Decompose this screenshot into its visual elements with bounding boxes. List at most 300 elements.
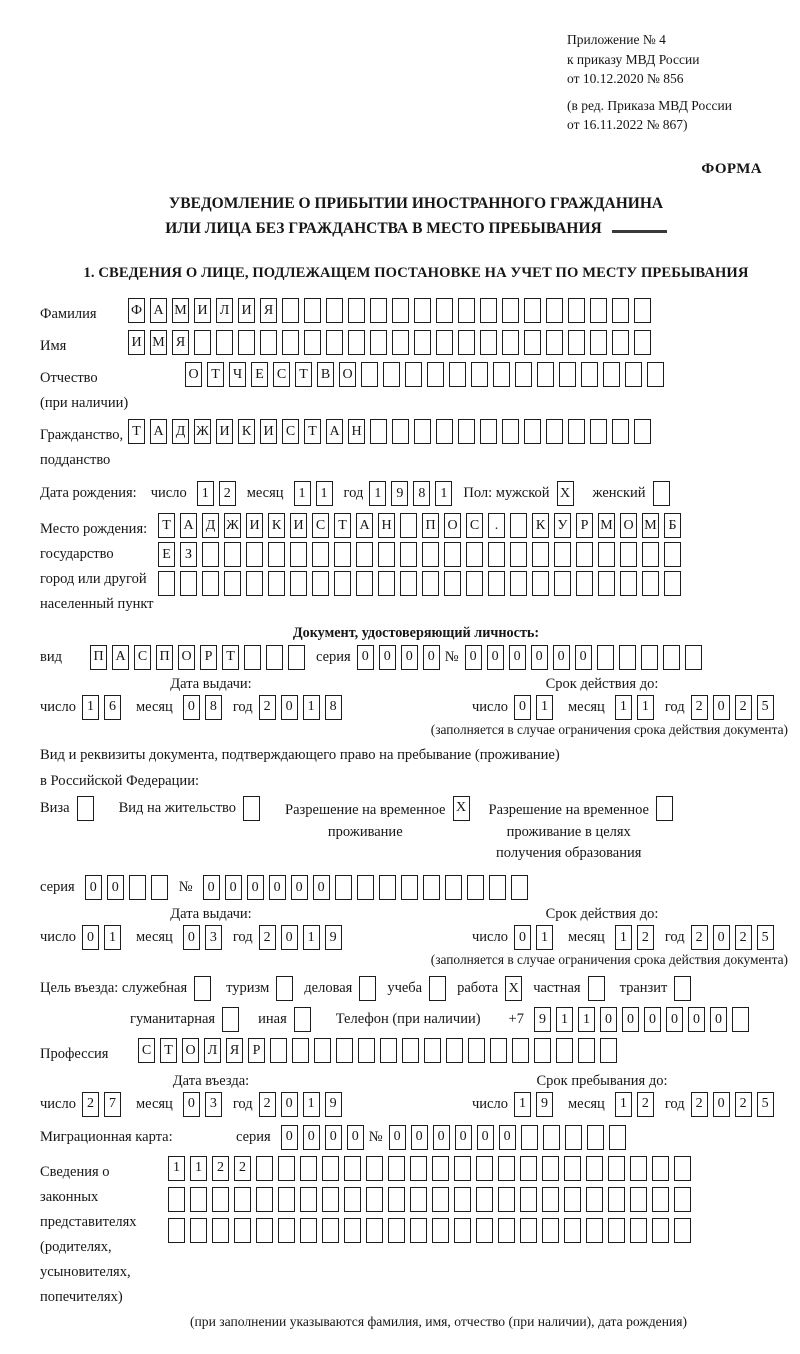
char-box[interactable]: Т [295, 362, 312, 387]
char-box[interactable] [400, 513, 417, 538]
char-box[interactable]: 0 [575, 645, 592, 670]
edu-permit-checkbox[interactable] [656, 796, 678, 821]
char-box[interactable] [356, 571, 373, 596]
char-box[interactable] [502, 298, 519, 323]
char-box[interactable] [534, 1038, 551, 1063]
char-box[interactable]: 0 [666, 1007, 683, 1032]
char-box[interactable] [380, 1038, 397, 1063]
char-box[interactable]: 0 [487, 645, 504, 670]
char-box[interactable]: С [273, 362, 290, 387]
checkbox-cell[interactable]: X [505, 976, 522, 1001]
char-box[interactable]: 1 [637, 695, 654, 720]
char-box[interactable]: 0 [82, 925, 99, 950]
char-box[interactable]: 1 [316, 481, 333, 506]
char-box[interactable]: Б [664, 513, 681, 538]
checkbox-cell[interactable] [653, 481, 670, 506]
char-box[interactable]: 0 [281, 925, 298, 950]
checkbox-cell[interactable] [243, 796, 260, 821]
char-box[interactable]: 2 [637, 1092, 654, 1117]
char-box[interactable] [454, 1187, 471, 1212]
char-box[interactable] [314, 1038, 331, 1063]
char-box[interactable] [270, 1038, 287, 1063]
char-box[interactable]: О [185, 362, 202, 387]
char-box[interactable] [476, 1218, 493, 1243]
char-box[interactable]: 5 [757, 1092, 774, 1117]
char-box[interactable]: 9 [391, 481, 408, 506]
char-box[interactable]: 1 [615, 925, 632, 950]
char-box[interactable] [502, 330, 519, 355]
char-box[interactable]: С [134, 645, 151, 670]
char-box[interactable] [357, 875, 374, 900]
char-box[interactable]: 2 [234, 1156, 251, 1181]
char-box[interactable] [454, 1156, 471, 1181]
char-box[interactable]: 1 [369, 481, 386, 506]
char-box[interactable] [212, 1187, 229, 1212]
char-box[interactable]: Т [128, 419, 145, 444]
char-box[interactable] [498, 1156, 515, 1181]
char-box[interactable]: 2 [735, 925, 752, 950]
char-box[interactable]: А [326, 419, 343, 444]
char-box[interactable] [378, 542, 395, 567]
char-box[interactable] [542, 1187, 559, 1212]
checkbox-cell[interactable] [656, 796, 673, 821]
char-box[interactable] [641, 645, 658, 670]
char-box[interactable] [674, 1156, 691, 1181]
char-box[interactable]: Р [248, 1038, 265, 1063]
char-box[interactable] [402, 1038, 419, 1063]
char-box[interactable] [554, 571, 571, 596]
char-box[interactable] [202, 571, 219, 596]
char-box[interactable]: О [182, 1038, 199, 1063]
checkbox-cell[interactable] [294, 1007, 311, 1032]
char-box[interactable]: 3 [205, 1092, 222, 1117]
char-box[interactable]: Д [202, 513, 219, 538]
char-box[interactable] [168, 1218, 185, 1243]
char-box[interactable]: З [180, 542, 197, 567]
char-box[interactable]: С [138, 1038, 155, 1063]
char-box[interactable] [422, 571, 439, 596]
char-box[interactable]: Р [576, 513, 593, 538]
char-box[interactable]: М [172, 298, 189, 323]
char-box[interactable] [543, 1125, 560, 1150]
char-box[interactable]: Т [304, 419, 321, 444]
char-box[interactable] [410, 1218, 427, 1243]
char-box[interactable] [445, 875, 462, 900]
char-box[interactable] [410, 1187, 427, 1212]
char-box[interactable] [427, 362, 444, 387]
char-box[interactable] [559, 362, 576, 387]
char-box[interactable]: 0 [433, 1125, 450, 1150]
char-box[interactable] [556, 1038, 573, 1063]
char-box[interactable]: 2 [691, 925, 708, 950]
char-box[interactable] [674, 1187, 691, 1212]
char-box[interactable]: 3 [205, 925, 222, 950]
char-box[interactable]: 0 [389, 1125, 406, 1150]
char-box[interactable]: Т [222, 645, 239, 670]
char-box[interactable]: 0 [514, 925, 531, 950]
char-box[interactable]: 8 [205, 695, 222, 720]
char-box[interactable] [488, 571, 505, 596]
char-box[interactable] [414, 419, 431, 444]
char-box[interactable]: 5 [757, 695, 774, 720]
char-box[interactable]: 0 [183, 1092, 200, 1117]
char-box[interactable] [732, 1007, 749, 1032]
char-box[interactable] [512, 1038, 529, 1063]
char-box[interactable]: 9 [536, 1092, 553, 1117]
char-box[interactable] [190, 1218, 207, 1243]
char-box[interactable] [524, 298, 541, 323]
char-box[interactable] [405, 362, 422, 387]
char-box[interactable] [564, 1218, 581, 1243]
char-box[interactable] [400, 571, 417, 596]
char-box[interactable] [288, 645, 305, 670]
char-box[interactable]: 0 [269, 875, 286, 900]
char-box[interactable]: А [150, 298, 167, 323]
char-box[interactable] [674, 1218, 691, 1243]
char-box[interactable]: 0 [622, 1007, 639, 1032]
char-box[interactable]: Р [200, 645, 217, 670]
char-box[interactable] [322, 1156, 339, 1181]
char-box[interactable]: М [150, 330, 167, 355]
char-box[interactable]: 2 [735, 1092, 752, 1117]
char-box[interactable] [282, 330, 299, 355]
char-box[interactable] [292, 1038, 309, 1063]
char-box[interactable]: П [156, 645, 173, 670]
char-box[interactable]: 1 [578, 1007, 595, 1032]
char-box[interactable]: 1 [615, 1092, 632, 1117]
char-box[interactable] [246, 542, 263, 567]
char-box[interactable]: . [488, 513, 505, 538]
char-box[interactable]: 0 [710, 1007, 727, 1032]
purpose-study-checkbox[interactable] [429, 976, 451, 1001]
char-box[interactable] [510, 542, 527, 567]
char-box[interactable]: Т [158, 513, 175, 538]
char-box[interactable] [586, 1187, 603, 1212]
char-box[interactable] [414, 330, 431, 355]
char-box[interactable]: 0 [325, 1125, 342, 1150]
char-box[interactable] [370, 298, 387, 323]
char-box[interactable] [256, 1156, 273, 1181]
char-box[interactable] [612, 298, 629, 323]
char-box[interactable] [663, 645, 680, 670]
char-box[interactable]: Л [216, 298, 233, 323]
char-box[interactable] [446, 1038, 463, 1063]
char-box[interactable]: 9 [534, 1007, 551, 1032]
char-box[interactable] [388, 1187, 405, 1212]
char-box[interactable] [647, 362, 664, 387]
char-box[interactable]: 1 [536, 925, 553, 950]
char-box[interactable]: 0 [644, 1007, 661, 1032]
char-box[interactable]: 1 [615, 695, 632, 720]
char-box[interactable]: 1 [435, 481, 452, 506]
char-box[interactable] [612, 419, 629, 444]
char-box[interactable] [334, 571, 351, 596]
char-box[interactable] [568, 419, 585, 444]
char-box[interactable]: 0 [553, 645, 570, 670]
char-box[interactable] [652, 1156, 669, 1181]
char-box[interactable] [586, 1218, 603, 1243]
char-box[interactable] [520, 1218, 537, 1243]
char-box[interactable] [467, 875, 484, 900]
char-box[interactable] [520, 1156, 537, 1181]
char-box[interactable]: 1 [556, 1007, 573, 1032]
char-box[interactable]: 0 [455, 1125, 472, 1150]
char-box[interactable] [348, 330, 365, 355]
char-box[interactable] [268, 542, 285, 567]
char-box[interactable] [546, 298, 563, 323]
char-box[interactable]: Н [378, 513, 395, 538]
char-box[interactable] [212, 1218, 229, 1243]
char-box[interactable]: 0 [688, 1007, 705, 1032]
char-box[interactable]: 0 [713, 1092, 730, 1117]
char-box[interactable] [578, 1038, 595, 1063]
char-box[interactable] [488, 542, 505, 567]
char-box[interactable] [334, 542, 351, 567]
char-box[interactable]: 0 [713, 695, 730, 720]
char-box[interactable] [244, 645, 261, 670]
char-box[interactable] [268, 571, 285, 596]
char-box[interactable] [537, 362, 554, 387]
char-box[interactable] [401, 875, 418, 900]
char-box[interactable] [414, 298, 431, 323]
char-box[interactable] [366, 1218, 383, 1243]
char-box[interactable]: 2 [637, 925, 654, 950]
char-box[interactable] [282, 298, 299, 323]
char-box[interactable] [312, 571, 329, 596]
char-box[interactable] [444, 571, 461, 596]
char-box[interactable]: И [194, 298, 211, 323]
char-box[interactable] [586, 1156, 603, 1181]
char-box[interactable]: 5 [757, 925, 774, 950]
checkbox-cell[interactable] [588, 976, 605, 1001]
char-box[interactable] [511, 875, 528, 900]
char-box[interactable]: 0 [281, 695, 298, 720]
char-box[interactable] [344, 1156, 361, 1181]
char-box[interactable]: Я [172, 330, 189, 355]
char-box[interactable] [603, 362, 620, 387]
char-box[interactable]: К [532, 513, 549, 538]
char-box[interactable]: 0 [303, 1125, 320, 1150]
char-box[interactable]: К [268, 513, 285, 538]
char-box[interactable] [515, 362, 532, 387]
char-box[interactable]: 0 [357, 645, 374, 670]
char-box[interactable] [568, 298, 585, 323]
temp-permit-checkbox[interactable] [453, 796, 475, 821]
char-box[interactable] [180, 571, 197, 596]
char-box[interactable] [449, 362, 466, 387]
char-box[interactable]: С [312, 513, 329, 538]
char-box[interactable]: 0 [514, 695, 531, 720]
char-box[interactable]: 9 [325, 925, 342, 950]
char-box[interactable]: 0 [281, 1125, 298, 1150]
char-box[interactable]: 0 [465, 645, 482, 670]
char-box[interactable] [524, 330, 541, 355]
char-box[interactable]: 0 [183, 925, 200, 950]
char-box[interactable] [546, 419, 563, 444]
char-box[interactable] [290, 542, 307, 567]
char-box[interactable] [278, 1156, 295, 1181]
char-box[interactable] [224, 571, 241, 596]
char-box[interactable] [400, 542, 417, 567]
char-box[interactable] [590, 298, 607, 323]
char-box[interactable]: Н [348, 419, 365, 444]
char-box[interactable]: М [598, 513, 615, 538]
char-box[interactable]: 0 [713, 925, 730, 950]
char-box[interactable]: Т [334, 513, 351, 538]
char-box[interactable] [278, 1218, 295, 1243]
char-box[interactable]: Л [204, 1038, 221, 1063]
char-box[interactable] [546, 330, 563, 355]
purpose-official-checkbox[interactable] [194, 976, 216, 1001]
char-box[interactable] [151, 875, 168, 900]
char-box[interactable]: О [620, 513, 637, 538]
char-box[interactable] [542, 1218, 559, 1243]
char-box[interactable]: 0 [347, 1125, 364, 1150]
char-box[interactable] [476, 1156, 493, 1181]
char-box[interactable] [388, 1218, 405, 1243]
char-box[interactable] [612, 330, 629, 355]
residence-permit-checkbox[interactable] [243, 796, 265, 821]
char-box[interactable] [510, 571, 527, 596]
char-box[interactable] [521, 1125, 538, 1150]
char-box[interactable] [392, 419, 409, 444]
char-box[interactable]: 2 [219, 481, 236, 506]
char-box[interactable] [366, 1156, 383, 1181]
char-box[interactable]: 0 [225, 875, 242, 900]
char-box[interactable] [476, 1187, 493, 1212]
char-box[interactable]: 0 [477, 1125, 494, 1150]
char-box[interactable] [458, 419, 475, 444]
char-box[interactable] [256, 1218, 273, 1243]
char-box[interactable] [234, 1187, 251, 1212]
char-box[interactable] [216, 330, 233, 355]
char-box[interactable] [581, 362, 598, 387]
char-box[interactable]: И [216, 419, 233, 444]
char-box[interactable] [194, 330, 211, 355]
char-box[interactable] [564, 1156, 581, 1181]
char-box[interactable]: Я [260, 298, 277, 323]
char-box[interactable] [554, 542, 571, 567]
char-box[interactable]: 1 [168, 1156, 185, 1181]
char-box[interactable]: 1 [104, 925, 121, 950]
char-box[interactable]: Ч [229, 362, 246, 387]
char-box[interactable]: Т [207, 362, 224, 387]
char-box[interactable] [608, 1187, 625, 1212]
char-box[interactable]: О [339, 362, 356, 387]
char-box[interactable] [576, 571, 593, 596]
checkbox-cell[interactable] [429, 976, 446, 1001]
char-box[interactable]: 2 [735, 695, 752, 720]
char-box[interactable] [634, 298, 651, 323]
char-box[interactable] [490, 1038, 507, 1063]
char-box[interactable] [290, 571, 307, 596]
char-box[interactable] [598, 571, 615, 596]
char-box[interactable] [498, 1187, 515, 1212]
char-box[interactable] [238, 330, 255, 355]
char-box[interactable]: А [180, 513, 197, 538]
char-box[interactable]: И [246, 513, 263, 538]
char-box[interactable]: 1 [536, 695, 553, 720]
char-box[interactable] [600, 1038, 617, 1063]
char-box[interactable] [256, 1187, 273, 1212]
char-box[interactable]: 1 [197, 481, 214, 506]
char-box[interactable] [234, 1218, 251, 1243]
char-box[interactable] [652, 1187, 669, 1212]
char-box[interactable] [608, 1218, 625, 1243]
char-box[interactable] [468, 1038, 485, 1063]
char-box[interactable]: Е [158, 542, 175, 567]
char-box[interactable]: 0 [499, 1125, 516, 1150]
char-box[interactable]: 1 [294, 481, 311, 506]
char-box[interactable]: 0 [600, 1007, 617, 1032]
char-box[interactable] [630, 1187, 647, 1212]
char-box[interactable] [300, 1156, 317, 1181]
checkbox-cell[interactable]: X [557, 481, 574, 506]
char-box[interactable] [620, 571, 637, 596]
char-box[interactable] [388, 1156, 405, 1181]
char-box[interactable] [361, 362, 378, 387]
char-box[interactable] [587, 1125, 604, 1150]
checkbox-cell[interactable]: X [453, 796, 470, 821]
char-box[interactable]: Я [226, 1038, 243, 1063]
char-box[interactable]: 2 [259, 925, 276, 950]
char-box[interactable] [480, 419, 497, 444]
char-box[interactable] [642, 542, 659, 567]
char-box[interactable] [432, 1218, 449, 1243]
char-box[interactable]: Ж [224, 513, 241, 538]
char-box[interactable]: 0 [85, 875, 102, 900]
char-box[interactable] [458, 330, 475, 355]
char-box[interactable]: 0 [379, 645, 396, 670]
char-box[interactable]: 1 [303, 1092, 320, 1117]
char-box[interactable]: 0 [313, 875, 330, 900]
char-box[interactable] [326, 298, 343, 323]
char-box[interactable] [568, 330, 585, 355]
checkbox-cell[interactable] [276, 976, 293, 1001]
char-box[interactable]: 8 [325, 695, 342, 720]
purpose-humanitarian-checkbox[interactable] [222, 1007, 244, 1032]
char-box[interactable]: Ж [194, 419, 211, 444]
purpose-transit-checkbox[interactable] [674, 976, 696, 1001]
sex-female-checkbox[interactable] [653, 481, 675, 506]
char-box[interactable] [532, 571, 549, 596]
checkbox-cell[interactable] [674, 976, 691, 1001]
char-box[interactable]: В [317, 362, 334, 387]
char-box[interactable] [466, 542, 483, 567]
char-box[interactable] [366, 1187, 383, 1212]
char-box[interactable]: 1 [82, 695, 99, 720]
char-box[interactable] [493, 362, 510, 387]
char-box[interactable] [304, 298, 321, 323]
char-box[interactable]: 0 [107, 875, 124, 900]
char-box[interactable] [322, 1187, 339, 1212]
char-box[interactable]: 8 [413, 481, 430, 506]
char-box[interactable]: 2 [259, 695, 276, 720]
char-box[interactable] [370, 419, 387, 444]
char-box[interactable] [410, 1156, 427, 1181]
char-box[interactable] [590, 419, 607, 444]
char-box[interactable]: 0 [509, 645, 526, 670]
checkbox-cell[interactable] [222, 1007, 239, 1032]
char-box[interactable]: Ф [128, 298, 145, 323]
char-box[interactable] [564, 1187, 581, 1212]
char-box[interactable]: 0 [411, 1125, 428, 1150]
char-box[interactable] [664, 542, 681, 567]
purpose-tourism-checkbox[interactable] [276, 976, 298, 1001]
char-box[interactable]: 2 [82, 1092, 99, 1117]
char-box[interactable] [532, 542, 549, 567]
char-box[interactable]: 9 [325, 1092, 342, 1117]
